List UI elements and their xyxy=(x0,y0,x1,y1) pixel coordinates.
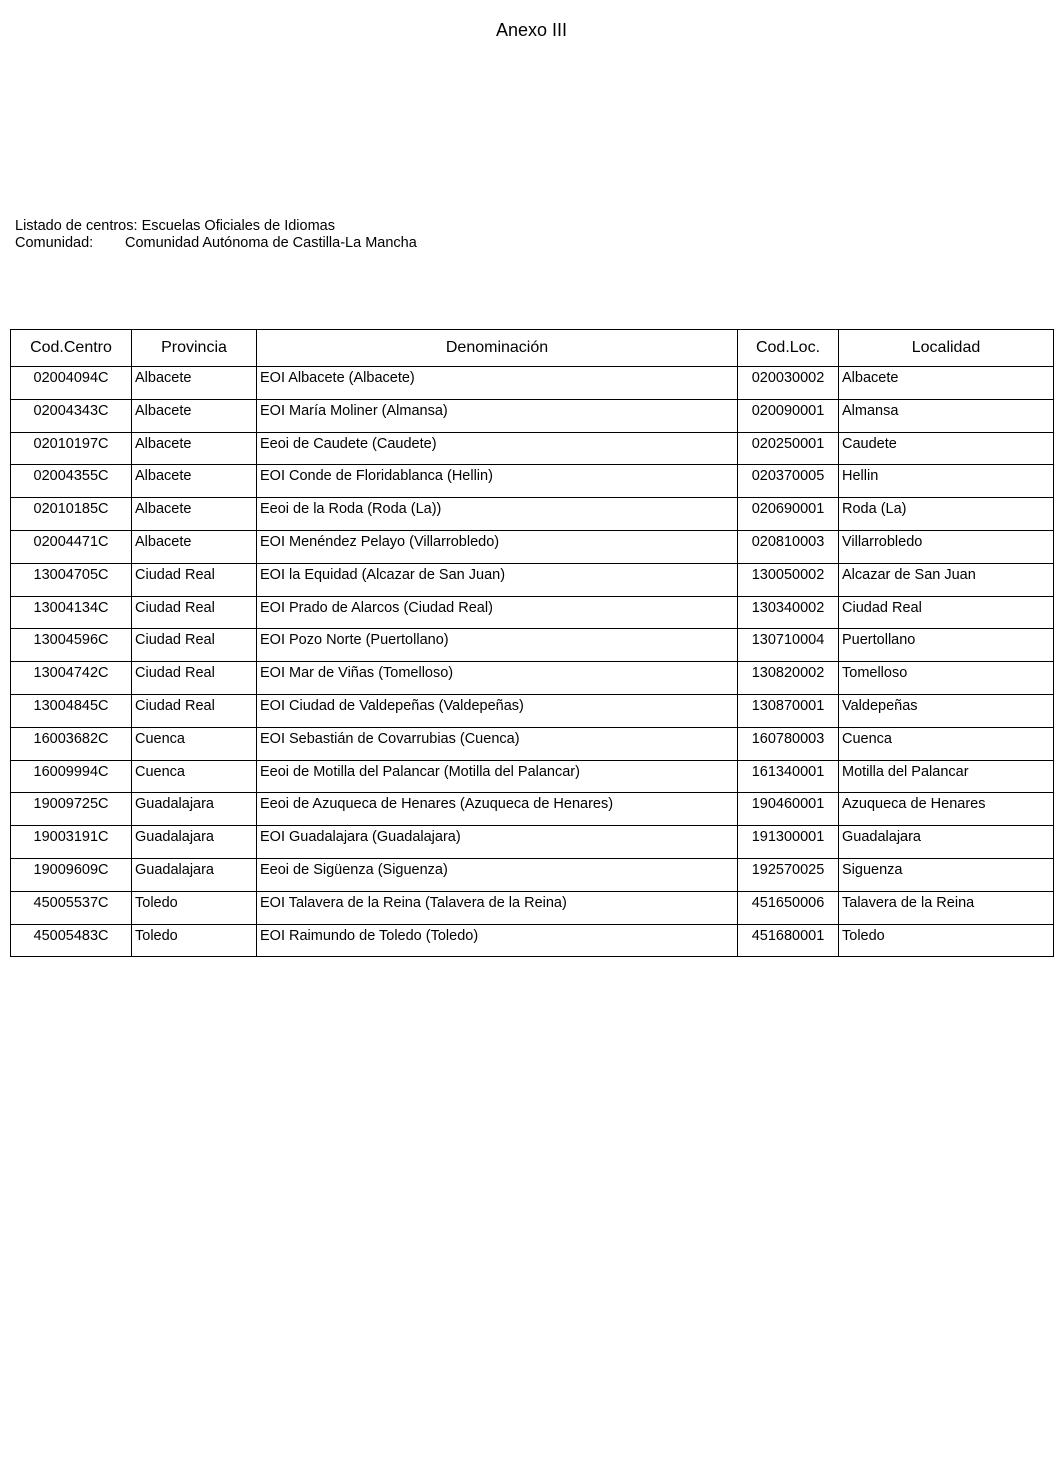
cell-provincia: Guadalajara xyxy=(132,793,257,826)
cell-cod-centro: 13004134C xyxy=(11,596,132,629)
cell-cod-centro: 02004355C xyxy=(11,465,132,498)
cell-denominacion: EOI Menéndez Pelayo (Villarrobledo) xyxy=(257,530,738,563)
cell-cod-loc: 130820002 xyxy=(738,662,839,695)
table-row xyxy=(11,465,1054,498)
table-row xyxy=(11,924,1054,957)
cell-cod-loc: 020370005 xyxy=(738,465,839,498)
listado-line xyxy=(15,218,417,235)
cell-localidad: Puertollano xyxy=(839,629,1054,662)
table-row xyxy=(11,858,1054,891)
cell-denominacion: EOI Sebastián de Covarrubias (Cuenca) xyxy=(257,727,738,760)
cell-provincia: Albacete xyxy=(132,432,257,465)
table-row xyxy=(11,694,1054,727)
cell-cod-centro: 13004596C xyxy=(11,629,132,662)
cell-denominacion: EOI Mar de Viñas (Tomelloso) xyxy=(257,662,738,695)
comunidad-line xyxy=(15,235,417,252)
cell-denominacion: Eeoi de Motilla del Palancar (Motilla del Palancar) xyxy=(257,760,738,793)
cell-cod-centro: 45005537C xyxy=(11,891,132,924)
cell-localidad: Guadalajara xyxy=(839,826,1054,859)
cell-localidad: Siguenza xyxy=(839,858,1054,891)
cell-cod-loc: 160780003 xyxy=(738,727,839,760)
cell-cod-centro: 02010197C xyxy=(11,432,132,465)
cell-cod-loc: 020810003 xyxy=(738,530,839,563)
table-row xyxy=(11,596,1054,629)
cell-provincia: Albacete xyxy=(132,498,257,531)
table-row xyxy=(11,367,1054,400)
cell-cod-centro: 19009609C xyxy=(11,858,132,891)
cell-cod-loc: 020250001 xyxy=(738,432,839,465)
cell-localidad: Albacete xyxy=(839,367,1054,400)
cell-provincia: Ciudad Real xyxy=(132,596,257,629)
cell-localidad: Cuenca xyxy=(839,727,1054,760)
cell-provincia: Cuenca xyxy=(132,727,257,760)
cell-denominacion: Eeoi de Azuqueca de Henares (Azuqueca de Henares) xyxy=(257,793,738,826)
cell-cod-centro: 02004094C xyxy=(11,367,132,400)
cell-denominacion: EOI Ciudad de Valdepeñas (Valdepeñas) xyxy=(257,694,738,727)
table-row xyxy=(11,891,1054,924)
cell-denominacion: EOI Talavera de la Reina (Talavera de la Reina) xyxy=(257,891,738,924)
cell-localidad: Motilla del Palancar xyxy=(839,760,1054,793)
cell-provincia: Cuenca xyxy=(132,760,257,793)
cell-cod-centro: 19009725C xyxy=(11,793,132,826)
table-body xyxy=(11,367,1054,957)
cell-provincia: Albacete xyxy=(132,465,257,498)
cell-provincia: Albacete xyxy=(132,367,257,400)
cell-cod-centro: 13004705C xyxy=(11,563,132,596)
cell-cod-loc: 161340001 xyxy=(738,760,839,793)
cell-localidad: Caudete xyxy=(839,432,1054,465)
comunidad-label: Comunidad: xyxy=(15,235,94,251)
cell-cod-loc: 451650006 xyxy=(738,891,839,924)
cell-localidad: Almansa xyxy=(839,399,1054,432)
cell-provincia: Albacete xyxy=(132,530,257,563)
table-row xyxy=(11,662,1054,695)
cell-cod-centro: 02004471C xyxy=(11,530,132,563)
cell-localidad: Hellin xyxy=(839,465,1054,498)
table-row xyxy=(11,563,1054,596)
cell-cod-loc: 020030002 xyxy=(738,367,839,400)
cell-cod-loc: 451680001 xyxy=(738,924,839,957)
cell-provincia: Guadalajara xyxy=(132,858,257,891)
cell-denominacion: EOI María Moliner (Almansa) xyxy=(257,399,738,432)
cell-denominacion: EOI Prado de Alarcos (Ciudad Real) xyxy=(257,596,738,629)
comunidad-value: Comunidad Autónoma de Castilla-La Mancha xyxy=(125,235,417,251)
cell-denominacion: EOI Guadalajara (Guadalajara) xyxy=(257,826,738,859)
document-info xyxy=(15,218,417,252)
cell-provincia: Toledo xyxy=(132,891,257,924)
cell-provincia: Ciudad Real xyxy=(132,629,257,662)
table-row xyxy=(11,629,1054,662)
header-provincia: Provincia xyxy=(132,330,257,367)
listado-value: Escuelas Oficiales de Idiomas xyxy=(141,218,335,234)
cell-denominacion: Eeoi de Sigüenza (Siguenza) xyxy=(257,858,738,891)
cell-cod-loc: 192570025 xyxy=(738,858,839,891)
cell-cod-centro: 02004343C xyxy=(11,399,132,432)
cell-localidad: Talavera de la Reina xyxy=(839,891,1054,924)
listado-label: Listado de centros: xyxy=(15,218,138,234)
cell-provincia: Ciudad Real xyxy=(132,662,257,695)
cell-denominacion: EOI Albacete (Albacete) xyxy=(257,367,738,400)
cell-provincia: Guadalajara xyxy=(132,826,257,859)
cell-denominacion: EOI Raimundo de Toledo (Toledo) xyxy=(257,924,738,957)
cell-cod-loc: 130870001 xyxy=(738,694,839,727)
centers-table xyxy=(10,329,1054,957)
cell-provincia: Toledo xyxy=(132,924,257,957)
cell-cod-loc: 020690001 xyxy=(738,498,839,531)
table-header-row xyxy=(11,330,1054,367)
cell-cod-centro: 13004845C xyxy=(11,694,132,727)
cell-localidad: Azuqueca de Henares xyxy=(839,793,1054,826)
cell-localidad: Toledo xyxy=(839,924,1054,957)
cell-localidad: Tomelloso xyxy=(839,662,1054,695)
cell-cod-loc: 130340002 xyxy=(738,596,839,629)
cell-cod-loc: 020090001 xyxy=(738,399,839,432)
cell-provincia: Albacete xyxy=(132,399,257,432)
cell-cod-loc: 191300001 xyxy=(738,826,839,859)
cell-cod-centro: 13004742C xyxy=(11,662,132,695)
cell-provincia: Ciudad Real xyxy=(132,694,257,727)
cell-cod-loc: 190460001 xyxy=(738,793,839,826)
table-row xyxy=(11,793,1054,826)
cell-cod-centro: 16003682C xyxy=(11,727,132,760)
cell-cod-centro: 16009994C xyxy=(11,760,132,793)
cell-cod-centro: 19003191C xyxy=(11,826,132,859)
cell-localidad: Alcazar de San Juan xyxy=(839,563,1054,596)
table-row xyxy=(11,760,1054,793)
header-localidad: Localidad xyxy=(839,330,1054,367)
table-row xyxy=(11,727,1054,760)
cell-localidad: Roda (La) xyxy=(839,498,1054,531)
header-cod-loc: Cod.Loc. xyxy=(738,330,839,367)
cell-denominacion: EOI Conde de Floridablanca (Hellin) xyxy=(257,465,738,498)
cell-denominacion: Eeoi de la Roda (Roda (La)) xyxy=(257,498,738,531)
cell-localidad: Valdepeñas xyxy=(839,694,1054,727)
cell-denominacion: Eeoi de Caudete (Caudete) xyxy=(257,432,738,465)
cell-cod-centro: 02010185C xyxy=(11,498,132,531)
cell-denominacion: EOI Pozo Norte (Puertollano) xyxy=(257,629,738,662)
cell-cod-loc: 130710004 xyxy=(738,629,839,662)
table-row xyxy=(11,498,1054,531)
table-row xyxy=(11,399,1054,432)
cell-localidad: Villarrobledo xyxy=(839,530,1054,563)
header-cod-centro: Cod.Centro xyxy=(11,330,132,367)
cell-provincia: Ciudad Real xyxy=(132,563,257,596)
cell-localidad: Ciudad Real xyxy=(839,596,1054,629)
page-title: Anexo III xyxy=(495,20,568,40)
header-denominacion: Denominación xyxy=(257,330,738,367)
cell-cod-loc: 130050002 xyxy=(738,563,839,596)
cell-cod-centro: 45005483C xyxy=(11,924,132,957)
table-row xyxy=(11,826,1054,859)
cell-denominacion: EOI la Equidad (Alcazar de San Juan) xyxy=(257,563,738,596)
table-row xyxy=(11,530,1054,563)
table-row xyxy=(11,432,1054,465)
